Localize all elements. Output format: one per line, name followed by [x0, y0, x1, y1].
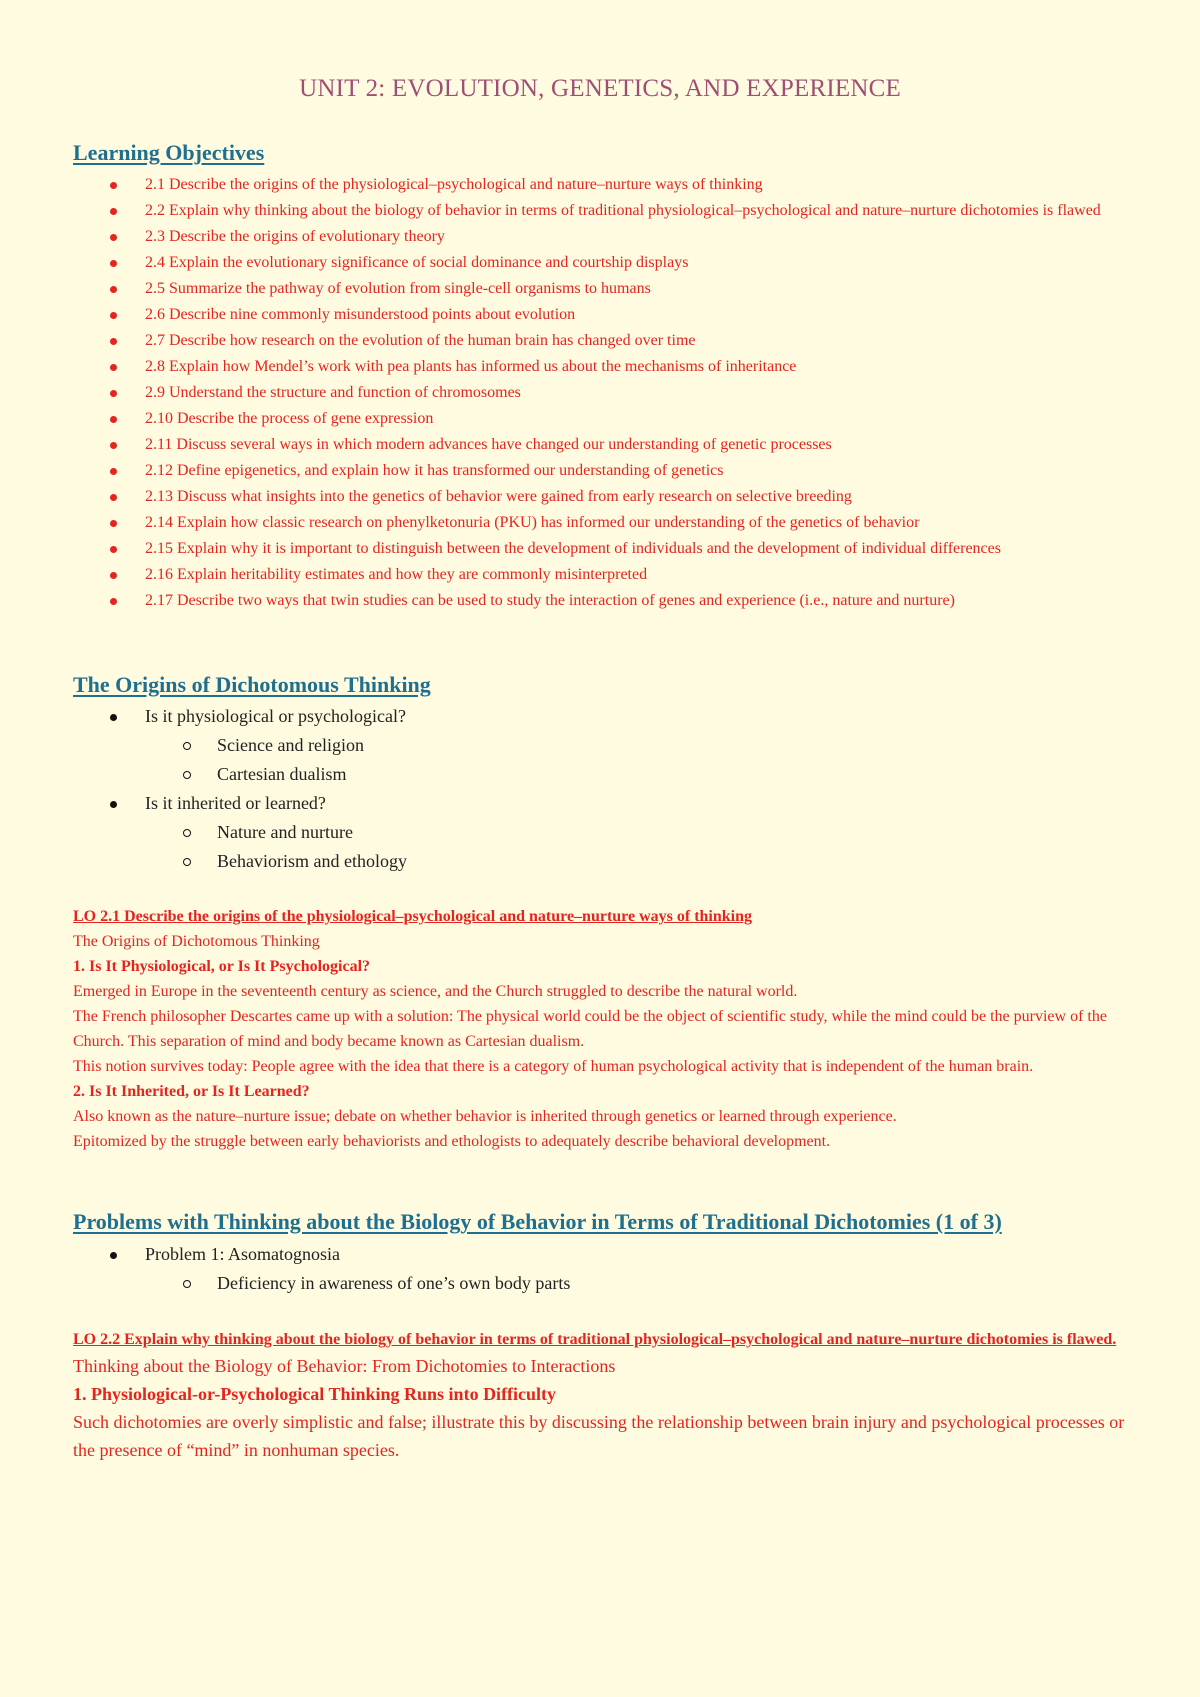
lo-2-1-section: [73, 904, 1128, 1154]
circle-bullet-icon: [183, 771, 191, 779]
lo-2-2-point-1: 1. Physiological-or-Psychological Thinking Runs into Difficulty: [73, 1384, 557, 1404]
lo-2-1-question-1: 1. Is It Physiological, or Is It Psychological?: [73, 958, 371, 975]
lo-2-1-paragraph: This notion survives today: People agree with the idea that there is a category of human psychological activity that is independent of the human brain.: [73, 1058, 1034, 1075]
lo-2-1-paragraph: The French philosopher Descartes came up with a solution: The physical world could be the object of scientific study, while the mind could be the purview of the Church. This separation of mind and body became known as Cartesian dualism.: [73, 1008, 1107, 1050]
document-title: UNIT 2: EVOLUTION, GENETICS, AND EXPERIENCE: [299, 75, 901, 102]
sub-item: [145, 760, 1123, 789]
sub-item-label: Behaviorism and ethology: [217, 851, 407, 871]
sub-item: [145, 1269, 1123, 1298]
circle-bullet-icon: [183, 1280, 191, 1288]
bullet-icon: [110, 714, 117, 721]
objective-item: 2.7 Describe how research on the evolution of the human brain has changed over time: [73, 328, 1123, 354]
objective-item: 2.11 Discuss several ways in which modern advances have changed our understanding of genetic processes: [73, 432, 1123, 458]
bullet-icon: [110, 1252, 117, 1259]
lo-2-2-heading: LO 2.2 Explain why thinking about the biology of behavior in terms of traditional physiological–psychological and nature–nurture dichotomies is flawed.: [73, 1331, 1117, 1348]
lo-2-1-paragraph: Epitomized by the struggle between early behaviorists and ethologists to adequately describe behavioral development.: [73, 1133, 831, 1150]
sub-item-label: Science and religion: [217, 735, 364, 755]
learning-objectives-heading: Learning Objectives: [73, 140, 265, 165]
objective-item: 2.6 Describe nine commonly misunderstood points about evolution: [73, 302, 1123, 328]
outline-item: [73, 702, 1123, 789]
outline-item-label: Is it inherited or learned?: [145, 793, 326, 813]
objective-item: 2.12 Define epigenetics, and explain how it has transformed our understanding of genetics: [73, 458, 1123, 484]
circle-bullet-icon: [183, 742, 191, 750]
lo-2-2-subtitle: Thinking about the Biology of Behavior: From Dichotomies to Interactions: [73, 1356, 616, 1376]
circle-bullet-icon: [183, 829, 191, 837]
sub-item: [145, 731, 1123, 760]
origins-outline: [73, 702, 1123, 876]
sub-item: [145, 818, 1123, 847]
sub-item-label: Nature and nurture: [217, 822, 353, 842]
sub-list: [145, 818, 1123, 876]
objective-item: 2.2 Explain why thinking about the biology of behavior in terms of traditional physiological–psychological and nature–nurture dichotomies is flawed: [73, 198, 1123, 224]
sub-list: [145, 1269, 1123, 1298]
sub-item-label: Cartesian dualism: [217, 764, 347, 784]
bullet-icon: [110, 801, 117, 808]
objective-item: 2.10 Describe the process of gene expression: [73, 406, 1123, 432]
outline-item-label: Problem 1: Asomatognosia: [145, 1244, 340, 1264]
learning-objectives-list: [73, 172, 1123, 614]
problems-outline: [73, 1240, 1123, 1298]
sub-item: [145, 847, 1123, 876]
sub-item-label: Deficiency in awareness of one’s own body parts: [217, 1273, 571, 1293]
origins-heading: The Origins of Dichotomous Thinking: [73, 672, 431, 697]
problems-heading: Problems with Thinking about the Biology of Behavior in Terms of Traditional Dichotomies (1 of 3): [73, 1209, 1002, 1234]
sub-list: [145, 731, 1123, 789]
objective-item: 2.4 Explain the evolutionary significance of social dominance and courtship displays: [73, 250, 1123, 276]
objective-item: 2.15 Explain why it is important to distinguish between the development of individuals and the development of individual differences: [73, 536, 1123, 562]
lo-2-2-section: [73, 1327, 1128, 1464]
outline-item: [73, 789, 1123, 876]
objective-item: 2.17 Describe two ways that twin studies can be used to study the interaction of genes and experience (i.e., nature and nurture): [73, 588, 1123, 614]
outline-item-label: Is it physiological or psychological?: [145, 706, 406, 726]
outline-item: [73, 1240, 1123, 1298]
objective-item: 2.16 Explain heritability estimates and how they are commonly misinterpreted: [73, 562, 1123, 588]
objective-item: 2.3 Describe the origins of evolutionary theory: [73, 224, 1123, 250]
objective-item: 2.5 Summarize the pathway of evolution from single-cell organisms to humans: [73, 276, 1123, 302]
lo-2-1-subtitle: The Origins of Dichotomous Thinking: [73, 933, 320, 950]
lo-2-1-paragraph: Also known as the nature–nurture issue; debate on whether behavior is inherited through genetics or learned through experience.: [73, 1108, 897, 1125]
objective-item: 2.9 Understand the structure and function of chromosomes: [73, 380, 1123, 406]
lo-2-2-paragraph: Such dichotomies are overly simplistic and false; illustrate this by discussing the relationship between brain injury and psychological processes or the presence of “mind” in nonhuman species.: [73, 1412, 1125, 1460]
objective-item: 2.14 Explain how classic research on phenylketonuria (PKU) has informed our understanding of the genetics of behavior: [73, 510, 1123, 536]
circle-bullet-icon: [183, 858, 191, 866]
lo-2-1-heading: LO 2.1 Describe the origins of the physiological–psychological and nature–nurture ways of thinking: [73, 908, 753, 925]
objective-item: 2.8 Explain how Mendel’s work with pea plants has informed us about the mechanisms of inheritance: [73, 354, 1123, 380]
objective-item: 2.1 Describe the origins of the physiological–psychological and nature–nurture ways of thinking: [73, 172, 1123, 198]
lo-2-1-paragraph: Emerged in Europe in the seventeenth century as science, and the Church struggled to describe the natural world.: [73, 983, 798, 1000]
objective-item: 2.13 Discuss what insights into the genetics of behavior were gained from early research on selective breeding: [73, 484, 1123, 510]
lo-2-1-question-2: 2. Is It Inherited, or Is It Learned?: [73, 1083, 310, 1100]
